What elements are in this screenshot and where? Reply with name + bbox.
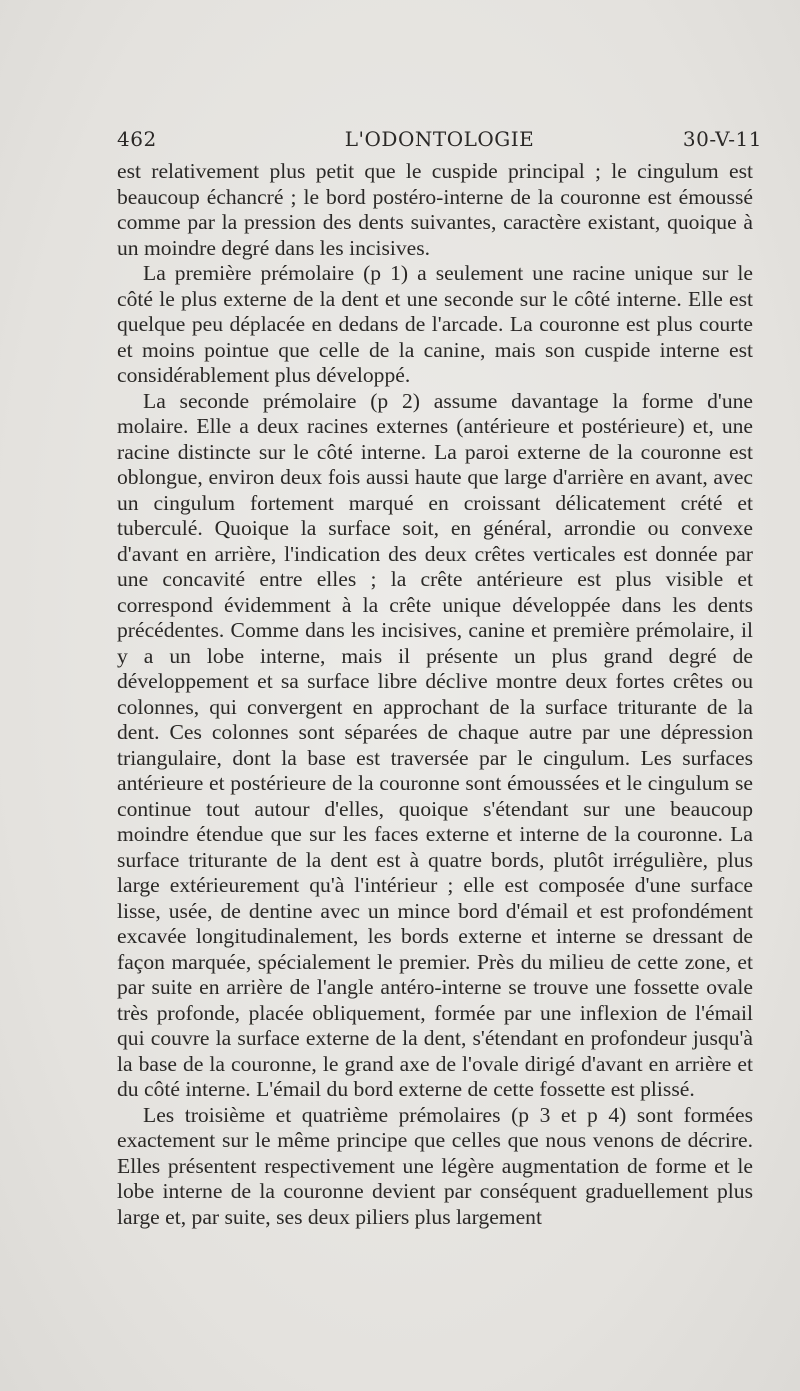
running-title: L'ODONTOLOGIE bbox=[344, 127, 535, 151]
paragraph: Les troisième et quatrième prémolaires (p 3 et p 4) sont formées exactement sur le même principe que celles que nous venons de décrire. Elles présentent respectivement une légère augmentation de forme et le lobe interne de la couronne devient par conséquent graduellement plus large et, par suite, ses deux piliers plus largement bbox=[117, 1102, 753, 1229]
issue-date: 30-V-11 bbox=[682, 127, 762, 151]
paragraph: est relativement plus petit que le cuspide principal ; le cingulum est beaucoup échancré ; le bord postéro-interne de la couronne est émoussé comme par la pression des dents suivantes, caractère existant, quoique à un moindre degré dans les incisives. bbox=[117, 159, 753, 260]
page-header bbox=[117, 127, 762, 153]
page-number: 462 bbox=[117, 127, 157, 151]
paragraph: La première prémolaire (p 1) a seulement une racine unique sur le côté le plus externe de la dent et une seconde sur le côté interne. Elle est quelque peu déplacée en dedans de l'arcade. La couronne est plus courte et moins pointue que celle de la canine, mais son cuspide interne est considérablement plus développé. bbox=[117, 261, 753, 387]
paragraph: La seconde prémolaire (p 2) assume davantage la forme d'une molaire. Elle a deux racines externes (antérieure et postérieure) et, une racine distincte sur le côté interne. La paroi externe de la couronne est oblongue, environ deux fois aussi haute que large d'arrière en avant, avec un cingulum fortement marqué en croissant délicatement crété et tuberculé. Quoique la surface soit, en général, arrondie ou convexe d'avant en arrière, l'indication des deux crêtes verticales est donnée par une concavité entre elles ; la crête antérieure est plus visible et correspond évidemment à la crête unique développée dans les dents précédentes. Comme dans les incisives, canine et première prémolaire, il y a un lobe interne, mais il présente un plus grand degré de développement et sa surface libre déclive montre deux fortes crêtes ou colonnes, qui convergent en approchant de la surface triturante de la dent. Ces colonnes sont séparées de chaque autre par une dépression triangulaire, dont la base est traversée par le cingulum. Les surfaces antérieure et postérieure de la couronne sont émoussées et le cingulum se continue tout autour d'elles, quoique s'étendant sur une beaucoup moindre étendue que sur les faces externe et interne de la couronne. La surface triturante de la dent est à quatre bords, plutôt irrégulière, plus large extérieurement qu'à l'intérieur ; elle est composée d'une surface lisse, usée, de dentine avec un mince bord d'émail et est profondément excavée longitudinalement, les bords externe et interne se dressant de façon marquée, spécialement le premier. Près du milieu de cette zone, et par suite en arrière de l'angle antéro-interne se trouve une fossette ovale très profonde, placée obliquement, formée par une inflexion de l'émail qui couvre la surface externe de la dent, s'étendant en profondeur jusqu'à la base de la couronne, le grand axe de l'ovale dirigé d'avant en arrière et du côté interne. L'émail du bord externe de cette fossette est plissé. bbox=[117, 388, 753, 1101]
body-text bbox=[117, 159, 753, 1230]
